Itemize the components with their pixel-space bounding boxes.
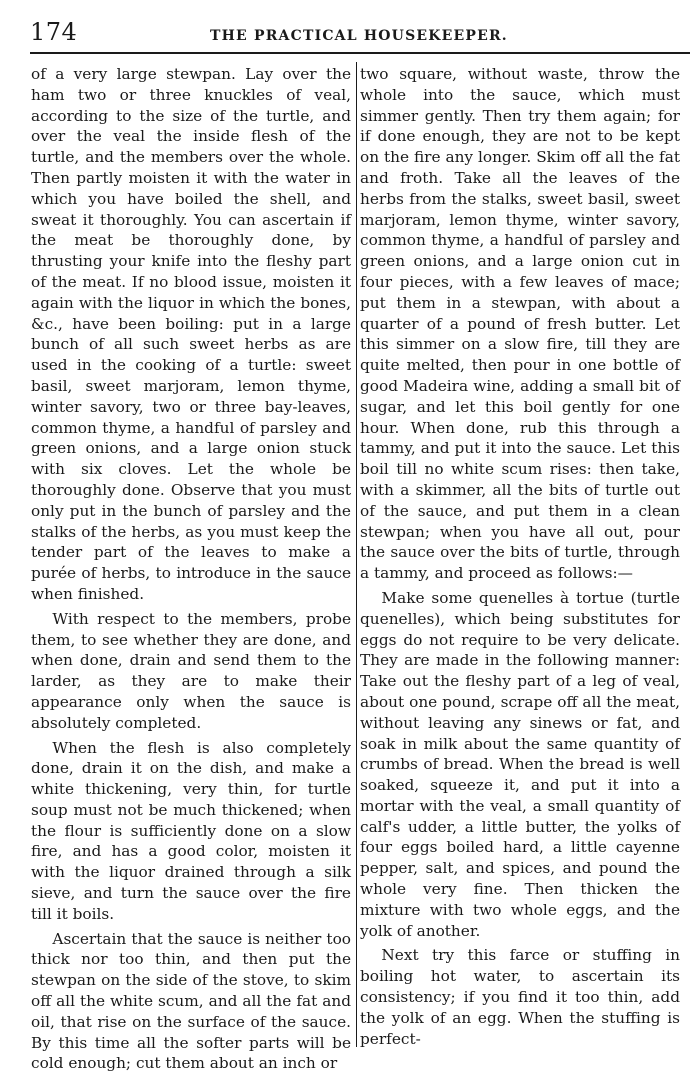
page-header bbox=[30, 18, 690, 54]
right-column bbox=[360, 64, 680, 1054]
paragraph: When the flesh is also completely done, drain it on the dish, and make a white thickening, very thin, for turtle soup must not be much thickened; when the flour is sufficiently done on a slow fire, and has a good color, moisten it with the liquor drained through a silk sieve, and turn the sauce over the fire till it boils. bbox=[31, 738, 351, 923]
paragraph: Next try this farce or stuffing in boiling hot water, to ascertain its consistency; if you find it too thin, add the yolk of an egg. When the stuffing is perfect- bbox=[360, 946, 680, 1048]
paragraph: Ascertain that the sauce is neither too thick nor too thin, and then put the stewpan on the side of the stove, to skim off all the white scum, and all the fat and oil, that rise on the surface of the sauce. By this time all the softer parts will be cold enough; cut them about an inch or bbox=[31, 929, 351, 1073]
column-divider bbox=[356, 62, 357, 1047]
paragraph: Make some quenelles à tortue (turtle quenelles), which being substitutes for eggs do not require to be very delicate. They are made in the following manner: Take out the fleshy part of a leg of veal, about one pound, scrape off all the meat, without leaving any sinews or fat, and soak in milk about the same quantity of crumbs of bread. When the bread is well soaked, squeeze it, and put it into a mortar with the veal, a small quantity of calf's udder, a little butter, the yolks of four eggs boiled hard, a little cayenne pepper, salt, and spices, and pound the whole very fine. Then thicken the mixture with two whole eggs, and the yolk of another. bbox=[360, 588, 680, 940]
paragraph: With respect to the members, probe them, to see whether they are done, and when done, drain and send them to the larder, as they are to make their appearance only when the sauce is absolutely completed. bbox=[31, 609, 351, 732]
left-column bbox=[31, 64, 351, 1073]
running-title: THE PRACTICAL HOUSEKEEPER. bbox=[210, 28, 508, 44]
paragraph: two square, without waste, throw the whole into the sauce, which must simmer gently. Then try them again; for if done enough, they are not to be kept on the fire any longer. Skim off all the fat and froth. Take all the leaves of the herbs from the stalks, sweet basil, sweet marjoram, lemon thyme, winter savory, common thyme, a handful of parsley and green onions, and a large onion cut in four pieces, with a few leaves of mace; put them in a stewpan, with about a quarter of a pound of fresh butter. Let this simmer on a slow fire, till they are quite melted, then pour in one bottle of good Madeira wine, adding a small bit of sugar, and let this boil gently for one hour. When done, rub this through a tammy, and put it into the sauce. Let this boil till no white scum rises: then take, with a skimmer, all the bits of turtle out of the sauce, and put them in a clean stewpan; when you have all out, pour the sauce over the bits of turtle, through a tammy, and proceed as follows:— bbox=[360, 65, 680, 583]
page-number: 174 bbox=[30, 18, 78, 46]
paragraph: of a very large stewpan. Lay over the ham two or three knuckles of veal, according to the size of the turtle, and over the veal the inside flesh of the turtle, and the members over the whole. Then partly moisten it with the water in which you have boiled the shell, and sweat it thoroughly. You can ascertain if the meat be thoroughly done, by thrusting your knife into the fleshy part of the meat. If no blood issue, moisten it again with the liquor in which the bones, &c., have been boiling: put in a large bunch of all such sweet herbs as are used in the cooking of a turtle: sweet basil, sweet marjoram, lemon thyme, winter savory, two or three bay-leaves, common thyme, a handful of parsley and green onions, and a large onion stuck with six cloves. Let the whole be thoroughly done. Observe that you must only put in the bunch of parsley and the stalks of the herbs, as you must keep the tender part of the leaves to make a purée of herbs, to introduce in the sauce when finished. bbox=[31, 65, 351, 603]
